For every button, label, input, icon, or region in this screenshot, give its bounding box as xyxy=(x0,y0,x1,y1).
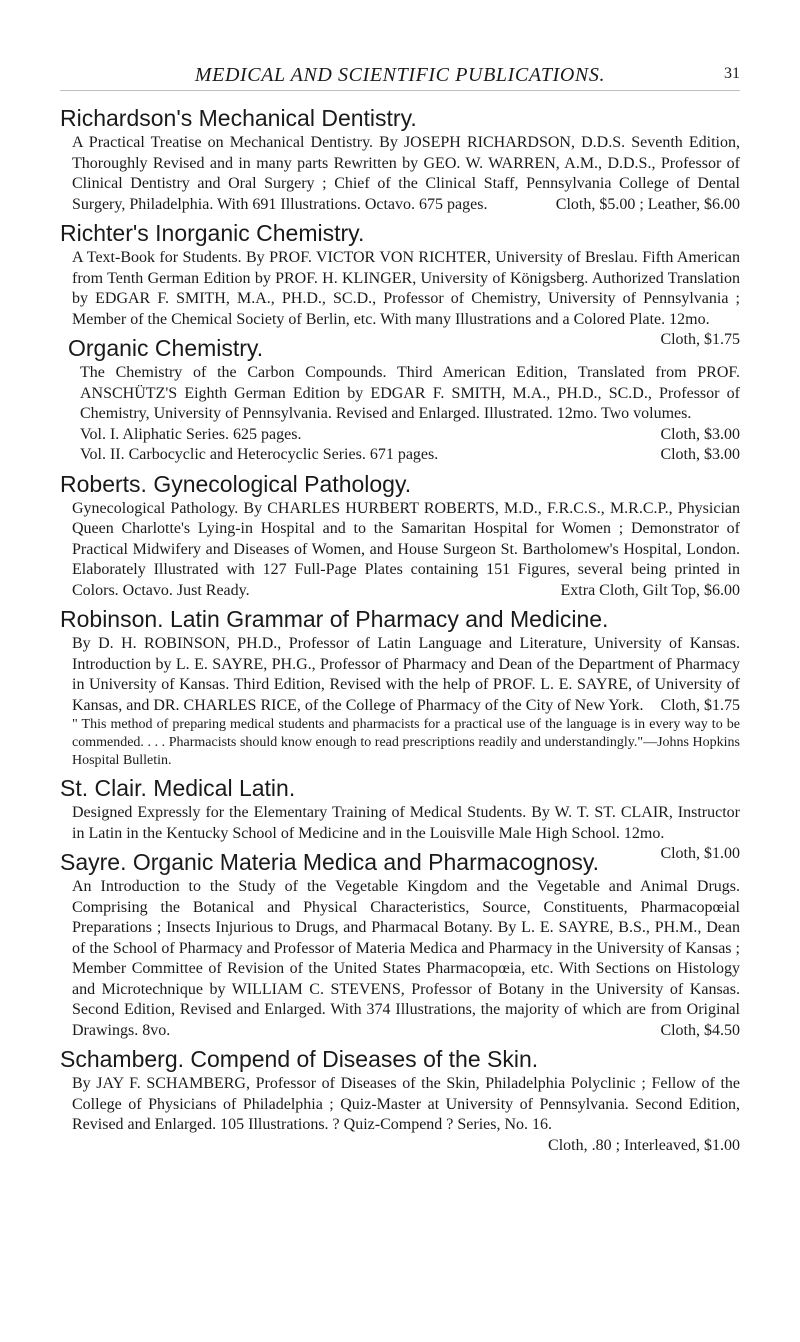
entry-price: Cloth, $4.50 xyxy=(660,1021,740,1039)
entry-body xyxy=(72,1074,740,1154)
entry-heading: Schamberg. Compend of Diseases of the Skin. xyxy=(60,1046,539,1072)
entry-description: Designed Expressly for the Elementary Training of Medical Students. By W. T. ST. CLAIR, Instructor in Latin in the Kentucky School of Medicine and in the Louisville Male High School. 12mo. xyxy=(72,804,740,842)
entry-description: An Introduction to the Study of the Vegetable Kingdom and the Vegetable and Animal Drugs. Comprising the Botanical and Physical Characteristics, Source, Constituents, Pharmacopœial Preparations ; Insects Injurious to Drugs, and Pharmacal Botany. By L. E. SAYRE, B.S., PH.M., Dean of the School of Pharmacy and Professor of Materia Medica and Pharmacy in the University of Kansas ; Member Committee of Revision of the United States Pharmacopœia, etc. With Sections on Histology and Microtechnique by WILLIAM C. STEVENS, Professor of Botany in the University of Kansas. Second Edition, Revised and Enlarged. With 374 Illustrations, the majority of which are from Original Drawings. 8vo. xyxy=(72,878,740,1039)
entry-description: By D. H. ROBINSON, PH.D., Professor of Latin Language and Literature, University of Kansas. Introduction by L. E. SAYRE, PH.G., Professor of Pharmacy and Dean of the Department of Pharmacy in University of Kansas. Third Edition, Revised with the help of PROF. L. E. SAYRE, of University of Kansas, and DR. CHARLES RICE, of the College of Pharmacy of the City of New York. xyxy=(72,635,740,714)
entry-price: Cloth, $1.75 xyxy=(660,696,740,714)
entry-body xyxy=(72,803,740,862)
entry-price: Cloth, .80 ; Interleaved, $1.00 xyxy=(548,1136,740,1154)
review-quote: " This method of preparing medical students and pharmacists for a practical use of the language is in every way to be commended. . . . Pharmacists should know enough to read prescriptions readily and understandingly."—Johns Hopkins Hospital Bulletin. xyxy=(72,717,740,768)
entry-description: A Practical Treatise on Mechanical Dentistry. By JOSEPH RICHARDSON, D.D.S. Seventh Edition, Thoroughly Revised and in many parts Rewritten by GEO. W. WARREN, A.M., D.D.S., Professor of Clinical Dentistry and Oral Surgery ; Chief of the Clinical Staff, Pennsylvania College of Dental Surgery, Philadelphia. With 691 Illustrations. Octavo. 675 pages. xyxy=(72,134,740,213)
volume-label: Vol. I. Aliphatic Series. 625 pages. xyxy=(80,425,302,443)
volume-label: Vol. II. Carbocyclic and Heterocyclic Series. 671 pages. xyxy=(80,446,439,463)
volume-row xyxy=(80,425,740,446)
entry-body xyxy=(72,248,740,348)
entry-price: Cloth, $3.00 xyxy=(660,425,740,443)
entry-robinson xyxy=(60,604,740,770)
volume-row xyxy=(80,445,740,466)
entry-richardson xyxy=(60,103,740,215)
entry-body xyxy=(72,499,740,602)
header-title: MEDICAL AND SCIENTIFIC PUBLICATIONS. xyxy=(194,64,606,86)
entry-heading: St. Clair. Medical Latin. xyxy=(60,775,296,801)
entry-organic-chemistry xyxy=(68,333,740,466)
entry-body xyxy=(72,133,740,215)
entry-roberts xyxy=(60,469,740,602)
entry-price: Cloth, $3.00 xyxy=(660,446,740,463)
entry-heading: Roberts. Gynecological Pathology. xyxy=(60,470,412,497)
entry-description: A Text-Book for Students. By PROF. VICTOR VON RICHTER, University of Breslau. Fifth American from Tenth German Edition by PROF. H. KLINGER, University of Königsberg. Authorized Translation by EDGAR F. SMITH, M.A., PH.D., SC.D., Professor of Chemistry, University of Pennsylvania ; Member of the Chemical Society of Berlin, etc. With many Illustrations and a Colored Plate. 12mo. xyxy=(72,249,740,328)
running-header xyxy=(60,64,740,91)
catalog-entries xyxy=(60,103,740,1156)
entry-price: Cloth, $1.75 xyxy=(660,331,740,348)
entry-heading: Organic Chemistry. xyxy=(68,335,264,361)
entry-body xyxy=(72,877,740,1041)
entry-description: The Chemistry of the Carbon Compounds. Third American Edition, Translated from PROF. ANSCHÜTZ'S Eighth German Edition by EDGAR F. SMITH, M.A., PH.D., SC.D., Professor of Chemistry, University of Pennsylvania. Revised and Enlarged. Illustrated. 12mo. Two volumes. xyxy=(80,364,740,422)
entry-schamberg xyxy=(60,1044,740,1154)
entry-description: Gynecological Pathology. By CHARLES HURBERT ROBERTS, M.D., F.R.C.S., M.R.C.P., Physician Queen Charlotte's Lying-in Hospital and to the Samaritan Hospital for Women ; Demonstrator of Practical Midwifery and Diseases of Women, and House Surgeon St. Bartholomew's Hospital, London. Elaborately Illustrated with 127 Full-Page Plates containing 151 Figures, several being printed in Colors. Octavo. Just Ready. xyxy=(72,499,740,599)
entry-description: By JAY F. SCHAMBERG, Professor of Diseases of the Skin, Philadelphia Polyclinic ; Fellow of the College of Physicians of Philadelphia ; Quiz-Master at University of Pennsylvania. Second Edition, Revised and Enlarged. 105 Illustrations. ? Quiz-Compend ? Series, No. 16. xyxy=(72,1075,740,1133)
page-number: 31 xyxy=(724,65,740,82)
entry-price: Extra Cloth, Gilt Top, $6.00 xyxy=(560,581,740,599)
entry-price: Cloth, $1.00 xyxy=(660,845,740,862)
entry-heading: Richardson's Mechanical Dentistry. xyxy=(60,105,417,131)
entry-richter xyxy=(60,218,740,348)
entry-heading: Sayre. Organic Materia Medica and Pharmacognosy. xyxy=(60,849,600,875)
entry-heading: Richter's Inorganic Chemistry. xyxy=(60,220,365,246)
entry-body xyxy=(72,634,740,716)
entry-price: Cloth, $5.00 ; Leather, $6.00 xyxy=(555,195,740,213)
entry-heading: Robinson. Latin Grammar of Pharmacy and Medicine. xyxy=(60,606,609,632)
entry-sayre xyxy=(60,847,740,1041)
